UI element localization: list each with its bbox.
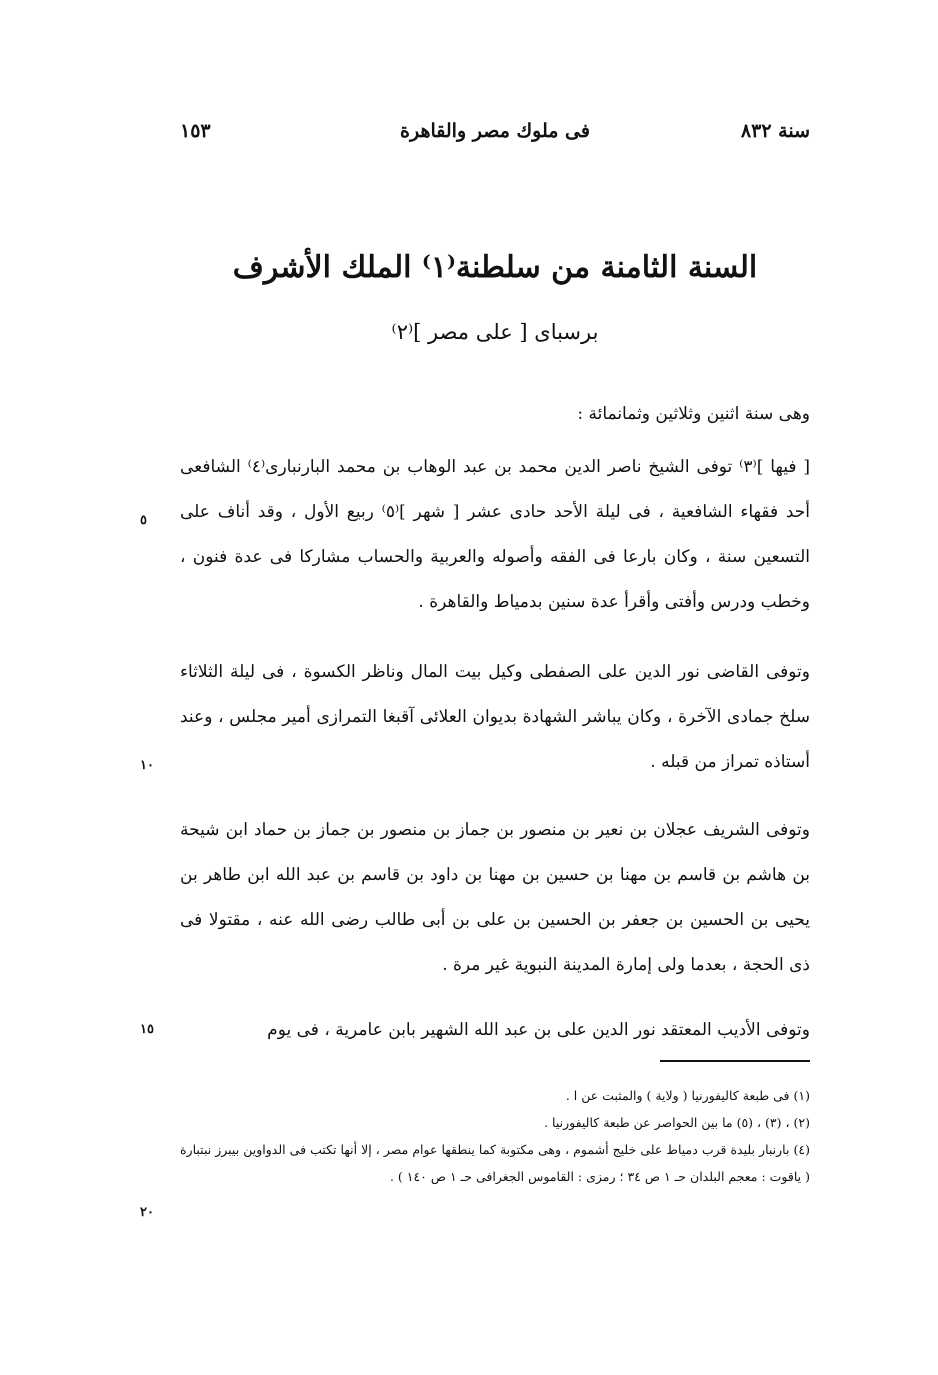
running-header (180, 120, 810, 150)
intro-line: وهى سنة اثنين وثلاثين وثمانمائة : (577, 404, 810, 424)
footnote: (٤) بارنبار بليدة قرب دمياط على خليج أشموم ، وهى مكتوبة كما ينطقها عوام مصر ، إلا أنها تكتب فى الدواوين بيبرز نبتبارة ( ياقوت : معجم البلدان حـ ١ ص ٣٤ ؛ رمزى : القاموس الجغرافى حـ ١ ص ١٤٠ ) . (180, 1142, 810, 1184)
footnote: (٢) ، (٣) ، (٥) ما بين الحواصر عن طبعة كاليفورنيا . (544, 1115, 810, 1130)
paragraph: [ فيها ]⁽٣⁾ توفى الشيخ ناصر الدين محمد بن عبد الوهاب بن محمد البارنبارى⁽٤⁾ الشافعى أحد فقهاء الشافعية ، فى ليلة الأحد حادى عشر [ شهر ]⁽٥⁾ ربيع الأول ، وقد أناف على التسعين سنة ، وكان بارعا فى الفقه وأصوله والعربية والحساب مشاركا فى عدة فنون ، وخطب ودرس وأفتى وأقرأ عدة سنين بدمياط والقاهرة . (180, 457, 811, 612)
footnote: (١) فى طبعة كاليفورنيا ( ولاية ) والمثبت عن ا . (565, 1088, 810, 1103)
paragraph: وتوفى القاضى نور الدين على الصفطى وكيل بيت المال وناظر الكسوة ، فى ليلة الثلاثاء سلخ جمادى الآخرة ، وكان يباشر الشهادة بديوان العلائى آقبغا التمرازى أمير مجلس ، وعند أستاذه تمراز من قبله . (180, 662, 810, 772)
chapter-title: السنة الثامنة من سلطنة⁽١⁾ الملك الأشرف (232, 250, 758, 285)
line-number: ١٠ (140, 758, 154, 773)
header-page-number: ١٥٣ (180, 120, 211, 142)
header-year: سنة ٨٣٢ (740, 120, 810, 142)
chapter-subtitle: برسباى [ على مصر ]⁽٢⁾ (391, 320, 599, 344)
footnote-separator (660, 1060, 810, 1062)
footnotes (180, 1082, 810, 1190)
header-book-title: فى ملوك مصر والقاهرة (400, 120, 590, 142)
line-number: ١٥ (140, 1022, 154, 1037)
line-number: ٢٠ (140, 1205, 154, 1220)
paragraph: وتوفى الشريف عجلان بن نعير بن منصور بن جماز بن منصور بن جماز بن حماد ابن شيحة بن هاشم بن قاسم بن مهنا بن حسين بن مهنا بن داود بن قاسم بن عبد الله ابن طاهر بن يحيى بن الحسين بن جعفر بن الحسين بن على بن أبى طالب رضى الله عنه ، مقتولا فى ذى الحجة ، بعدما ولى إمارة المدينة النبوية غير مرة . (180, 820, 810, 975)
line-number: ٥ (140, 513, 147, 528)
paragraph: وتوفى الأديب المعتقد نور الدين على بن عبد الله الشهير بابن عامرية ، فى يوم (267, 1020, 810, 1040)
